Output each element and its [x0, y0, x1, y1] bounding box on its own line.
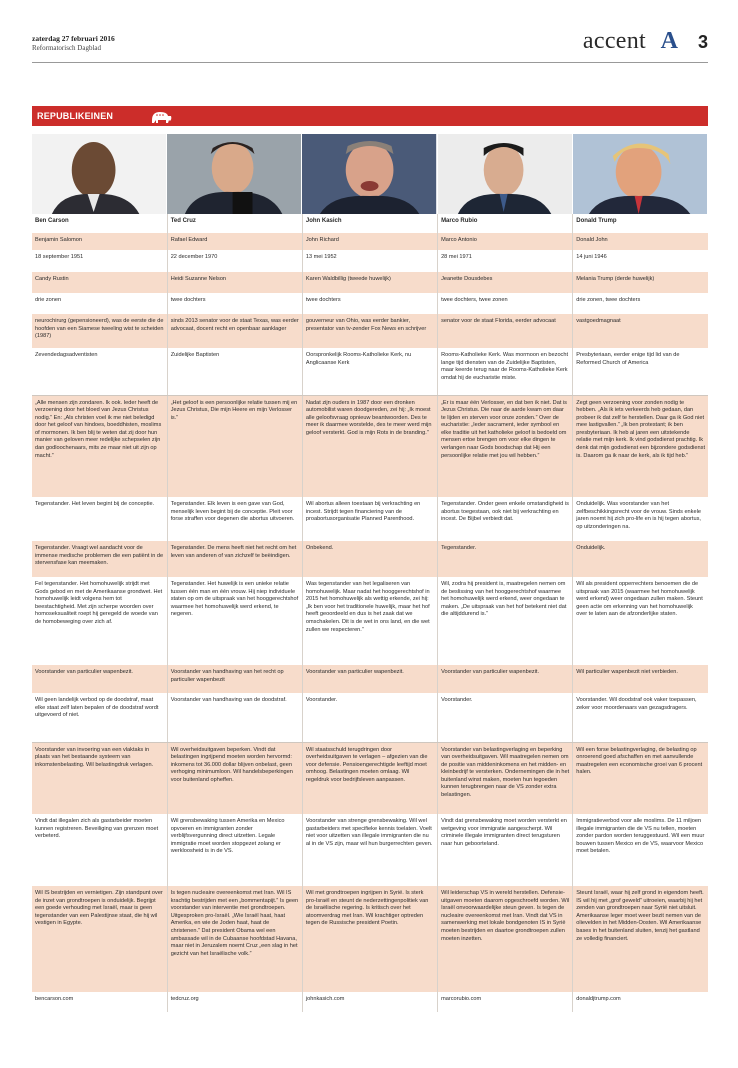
cell: Presbyteriaan, eerder enige tijd lid van de Reformed Church of America — [573, 348, 708, 394]
cell: 14 juni 1946 — [573, 250, 708, 272]
candidate-comparison-table — [32, 214, 708, 1012]
cell: Tegenstander. Onder geen enkele omstandigheid is abortus toegestaan, ook niet bij verkrachting en incest. De Bijbel verbiedt dat. — [438, 497, 573, 541]
row-children — [32, 293, 708, 314]
cell: Tegenstander. Elk leven is een gave van God, menselijk leven begint bij de conceptie. Pleit voor forse straffen voor degenen die abortus uitvoeren. — [167, 497, 302, 541]
cell: Voorstander van strenge grensbewaking. Wil wel gastarbeiders met specifieke kennis toelaten. Voelt niet voor uitzetten van illegale immigranten die nu al in de VS zijn, maar wil hun burgerrechten geven. — [302, 814, 437, 886]
cell: Marco Antonio — [438, 233, 573, 250]
cell: Tegenstander. Het huwelijk is een unieke relatie tussen één man en één vrouw. Hij niep individuele staten op om de uitspraak van het hooggerechtshof waarmee het homohuwelijk werd erkend, te negeren. — [167, 577, 302, 665]
cell: 13 mei 1952 — [302, 250, 437, 272]
cell: Immigratieverbod voor alle moslims. De 11 miljoen illegale immigranten die de VS nu tellen, moeten zonder pardon worden teruggestuurd. Wil een muur bouwen tussen Mexico en de VS, waarvoor Mexico moet betalen. — [573, 814, 708, 886]
row-immigration — [32, 814, 708, 886]
row-abortion — [32, 497, 708, 541]
masthead-divider — [32, 62, 708, 63]
row-death-penalty — [32, 693, 708, 741]
photo-ted-cruz — [167, 134, 302, 214]
section-header-bar — [32, 106, 708, 126]
cell: Donald Trump — [573, 214, 708, 233]
row-website — [32, 992, 708, 1012]
cell: twee dochters — [167, 293, 302, 314]
cell: 28 mei 1971 — [438, 250, 573, 272]
cell: Was tegenstander van het legaliseren van homohuwelijk. Maar nadat het hooggerechtshof in 2015 het homohuwelijk als wettig erkende, zei hij: „Ik ben voor het traditionele huwelijk, maar het hof heeft geoordeeld en dus is het zaak dat we omschakelen. Dit is de wet in ons land, en die wet zullen we respecteren.” — [302, 577, 437, 665]
cell: „Alle mensen zijn zondaren. Ik ook. Ieder heeft de verzoening door het bloed van Jezus Christus nodig.” En: „Als christen voel ik me niet beledigd door het geloof van hindoes, boeddhisten, moslims of mormonen. Ik ben blij te weten dat zij door hun manier van geloven meer redelijke schepselen zijn dan godloochenaars, mits ze maar niet uit zijn op macht.” — [32, 395, 167, 497]
cell: senator voor de staat Florida, eerder advocaat — [438, 314, 573, 348]
cell: neurochirurg (gepensioneerd), was de eerste die de hoofden van een Siamese tweeling wist te scheiden (1987) — [32, 314, 167, 348]
cell: Is tegen nucleaire overeenkomst met Iran. Wil IS krachtig bestrijden met een „bommentapijt.” Is geen voorstander van interventie met grondtroepen. Uitgesproken pro-Israël. „Wie Israël haat, haat Amerika, en wie de Joden haat, haat de christenen.” Dat president Obama wel een ambassade wil in de Cubaanse hoofdstad Havana, maar niet in Jeruzalem noemt Cruz „een slag in het gezicht van het Israëlische volk.” — [167, 886, 302, 992]
cell: Heidi Suzanne Nelson — [167, 272, 302, 293]
photo-ben-carson — [32, 134, 167, 214]
newspaper-name: Reformatorisch Dagblad — [32, 44, 102, 52]
cell: Voorstander. — [438, 693, 573, 741]
photo-marco-rubio — [438, 134, 573, 214]
cell: Voorstander. Wil doodstraf ook vaker toepassen, zeker voor moordenaars van gezagsdragers. — [573, 693, 708, 741]
row-euthanasia — [32, 541, 708, 577]
masthead — [32, 24, 708, 64]
cell: Wil grensbewaking tussen Amerika en Mexico opvoeren en immigranten zonder verblijfsvergunning direct uitzetten. Legale immigratie moet worden stopgezet zolang er werkloosheid is in de VS. — [167, 814, 302, 886]
row-foreign-policy — [32, 886, 708, 992]
cell: Wil abortus alleen toestaan bij verkrachting en incest. Strijdt tegen financiering van de proabortusorganisatie Planned Parenthood. — [302, 497, 437, 541]
cell: Vindt dat grensbewaking moet worden versterkt en wetgeving voor immigratie aangescherpt. Wil criminele illegale immigranten direct terugsturen naar hun geboorteland. — [438, 814, 573, 886]
cell: Zegt geen verzoening voor zonden nodig te hebben. „Als ik iets verkeerds heb gedaan, dan probeer ik dat zelf te herstellen. Daar ga ik God niet mee lastigvallen.” „Ik ben protestant; ik ben presbyteriaan. Ik heb al jaren een uitstekende relatie met mijn kerk. Ik vind godsdienst prachtig. Ik denk dat mijn godsdienst een bijzondere godsdienst is. Daarom ga ik naar de kerk, als ik tijd heb.” — [573, 395, 708, 497]
cell: sinds 2013 senator voor de staat Texas, was eerder advocaat, docent recht en openbaar aanklager — [167, 314, 302, 348]
cell: Nadat zijn ouders in 1987 door een dronken automobilist waren doodgereden, zei hij: „Ik moest alle geloofsvraag opnieuw beantwoorden. Des te meer ik daarmee worstelde, des te meer werd mijn geloof versterkt. God is mijn Rots in de branding.” — [302, 395, 437, 497]
cell: Zevendedagsadventisten — [32, 348, 167, 394]
cell: Wil met grondtroepen ingrijpen in Syrië. Is sterk pro-Israël en steunt de nederzettingenpolitiek van de Israëlische regering. Is kritisch over het atoomverdrag met Iran. Wil krachtiger optreden tegen de Russische president Poetin. — [302, 886, 437, 992]
cell: Voorstander. — [302, 693, 437, 741]
row-spouse — [32, 272, 708, 293]
cell: Wil particulier wapenbezit niet verbieden. — [573, 665, 708, 693]
cell: „Er is maar één Verlosser, en dat ben ik niet. Dat is Jezus Christus. Die naar de aarde kwam om daar te lijden en sterven voor onze zonden.” Over de eucharistie: „Ieder sacrament, ieder symbool en elke traditie uit het katholieke geloof is bedoeld om mensen ertoe brengen om voor elke dingen te verlangen naar Gods boodschap dat Hij een persoonlijke relatie met jou wil hebben.” — [438, 395, 573, 497]
row-same-sex-marriage — [32, 577, 708, 665]
cell: 22 december 1970 — [167, 250, 302, 272]
cell: drie zonen, twee dochters — [573, 293, 708, 314]
cell: Wil overheidsuitgaven beperken. Vindt dat belastingen ingrijpend moeten worden hervormd: inkomens tot 36.000 dollar blijven onbelast, geen verhoging minimumloon. Wil handelsbeperkingen voor buitenland opheffen. — [167, 742, 302, 814]
cell: Tegenstander. Het leven begint bij de conceptie. — [32, 497, 167, 541]
row-gun-ownership — [32, 665, 708, 693]
website-link[interactable]: marcorubio.com — [438, 992, 573, 1012]
cell: Onbekend. — [302, 541, 437, 577]
row-profession — [32, 314, 708, 348]
candidate-photos — [32, 134, 708, 214]
row-economy — [32, 742, 708, 814]
cell: Donald John — [573, 233, 708, 250]
elephant-icon — [150, 108, 174, 124]
cell: Voorstander van particulier wapenbezit. — [32, 665, 167, 693]
cell: Benjamin Salomon — [32, 233, 167, 250]
cell: Voorstander van particulier wapenbezit. — [302, 665, 437, 693]
page-number: 3 — [697, 32, 708, 52]
cell: twee dochters — [302, 293, 437, 314]
website-link[interactable]: donaldjtrump.com — [573, 992, 708, 1012]
cell: Candy Rustin — [32, 272, 167, 293]
section-logo-letter: A — [660, 28, 678, 54]
cell: Wil als president opperrechters benoemen die de uitspraak van 2015 (waarmee het homohuwelijk werd erkend) weer ongedaan zullen maken. Steunt geen actie om erkenning van het homohuwelijk over te laten aan de afzonderlijke staten. — [573, 577, 708, 665]
cell: Wil leiderschap VS in wereld herstellen. Defensie-uitgaven moeten daarom opgeschroefd worden. Wil Israël onvoorwaardelijke steun geven. Is tegen de nucleaire overeenkomst met Iran. Vindt dat VS in samenwerking met lokale bondgenoten IS in Syrië moeten bestrijden en daartoe grondtroepen zullen moeten inzetten. — [438, 886, 573, 992]
cell: Tegenstander. — [438, 541, 573, 577]
cell: John Richard — [302, 233, 437, 250]
cell: Tegenstander. Vraagt wel aandacht voor de immense medische problemen die een patiënt in de stervensfase kan meemaken. — [32, 541, 167, 577]
cell: Wil geen landelijk verbod op de doodstraf, maat elke staat zelf laten bepalen of de doodstraf wordt uitgevoerd of niet. — [32, 693, 167, 741]
cell: Oorspronkelijk Rooms-Katholieke Kerk, nu Anglicaanse Kerk — [302, 348, 437, 394]
cell: „Het geloof is een persoonlijke relatie tussen mij en Jezus Christus, Die mijn Heere en mijn Verlosser is.” — [167, 395, 302, 497]
cell: Karen Waldbillig (tweede huwelijk) — [302, 272, 437, 293]
section-title: REPUBLIKEINEN — [37, 111, 114, 121]
cell: Rooms-Katholieke Kerk. Was mormoon en bezocht lange tijd diensten van de Zuidelijke Baptisten, maar keerde terug naar de Rooms-Katholieke Kerk omdat hij de eucharistie miste. — [438, 348, 573, 394]
cell: Ted Cruz — [167, 214, 302, 233]
cell: gouverneur van Ohio, was eerder bankier, presentator van tv-zender Fox News en schrijver — [302, 314, 437, 348]
photo-john-kasich — [302, 134, 437, 214]
cell: Jeanette Dousdebes — [438, 272, 573, 293]
cell: Voorstander van particulier wapenbezit. — [438, 665, 573, 693]
photo-donald-trump — [573, 134, 708, 214]
cell: Voorstander van handhaving van het recht op particulier wapenbezit — [167, 665, 302, 693]
section-name: accent — [582, 28, 646, 54]
row-faith — [32, 395, 708, 497]
cell: twee dochters, twee zonen — [438, 293, 573, 314]
cell: Zuidelijke Baptisten — [167, 348, 302, 394]
issue-date: zaterdag 27 februari 2016 — [32, 34, 115, 43]
cell: Ben Carson — [32, 214, 167, 233]
cell: vastgoedmagnaat — [573, 314, 708, 348]
cell: Fel tegenstander. Het homohuwelijk strijdt met Gods gebod en met de Amerikaanse grondwet. Het homohuwelijk leidt volgens hem tot beestachtigheid. Met zijn scherpe woorden over homoseksualiteit roept hij geregeld de woede van de homobeweging over zich af. — [32, 577, 167, 665]
cell: Wil, zodra hij president is, maatregelen nemen om de beslissing van het hooggerechtshof waarmee het homohuwelijk werd erkend, weer ongedaan te maken. „De uitspraak van het hof betekent niet dat die altijddurend is.” — [438, 577, 573, 665]
website-link[interactable]: tedcruz.org — [167, 992, 302, 1012]
cell: Onduidelijk. — [573, 541, 708, 577]
cell: John Kasich — [302, 214, 437, 233]
cell: Wil IS bestrijden en vernietigen. Zijn standpunt over de inzet van grondtroepen is onduidelijk. Begrijpt een goede verhouding met Israël, maar is geen tegenstander van een Palestijnse staat, die hij wil vestigen in Egypte. — [32, 886, 167, 992]
cell: Melania Trump (derde huwelijk) — [573, 272, 708, 293]
cell: Wil een forse belastingverlaging, de belasting op onroerend goed afschaffen en met aanvullende maatregelen een economische groei van 6 procent halen. — [573, 742, 708, 814]
cell: Onduidelijk. Was voorstander van het zelfbeschikkingsrecht voor de vrouw. Sinds enkele jaren noemt hij zich pro-life en is hij tegen abortus, op uitzonderingen na. — [573, 497, 708, 541]
cell: Tegenstander. De mens heeft niet het recht om het leven van anderen of van zichzelf te beëindigen. — [167, 541, 302, 577]
row-given-names — [32, 233, 708, 250]
cell: Vindt dat illegalen zich als gastarbeider moeten kunnen registreren. Beveiliging van grenzen moet verbeterd. — [32, 814, 167, 886]
cell: Wil staatsschuld terugdringen door overheidsuitgaven te verlagen – afgezien van die voor defensie. Pensioengerechtigde leeftijd moet omhoog. Belastingen moeten omlaag. Wil regeldruk voor bedrijfsleven aanpassen. — [302, 742, 437, 814]
row-church — [32, 348, 708, 394]
cell: Voorstander van invoering van een vlaktaks in plaats van het bestaande systeem van inkomstenbelasting. Wil belastingdruk verlagen. — [32, 742, 167, 814]
row-name — [32, 214, 708, 233]
row-birth-date — [32, 250, 708, 272]
cell: Voorstander van handhaving van de doodstraf. — [167, 693, 302, 741]
cell: Voorstander van belastingverlaging en beperking van overheidsuitgaven. Wil maatregelen nemen om de positie van middeninkomens en het midden- en kleinbedrijf te versterken. Ondernemingen die in het buitenland winst maken, moeten hun tegoeden kunnen terugbrengen naar de VS zonder extra belastingen. — [438, 742, 573, 814]
website-link[interactable]: bencarson.com — [32, 992, 167, 1012]
website-link[interactable]: johnkasich.com — [302, 992, 437, 1012]
cell: Rafael Edward — [167, 233, 302, 250]
cell: Steunt Israël, waar hij zelf grond in eigendom heeft. IS wil hij met „grof geweld” uitroeien, waarbij hij het zenden van grondtroepen naar Syrië niet uitsluit. Amerikaanse leger moet weer bezit nemen van de olievelden in het Midden-Oosten. Wil Amerikaanse bases in het buitenland sluiten, tenzij het gastland ze volledig financiert. — [573, 886, 708, 992]
cell: Marco Rubio — [438, 214, 573, 233]
cell: drie zonen — [32, 293, 167, 314]
cell: 18 september 1951 — [32, 250, 167, 272]
